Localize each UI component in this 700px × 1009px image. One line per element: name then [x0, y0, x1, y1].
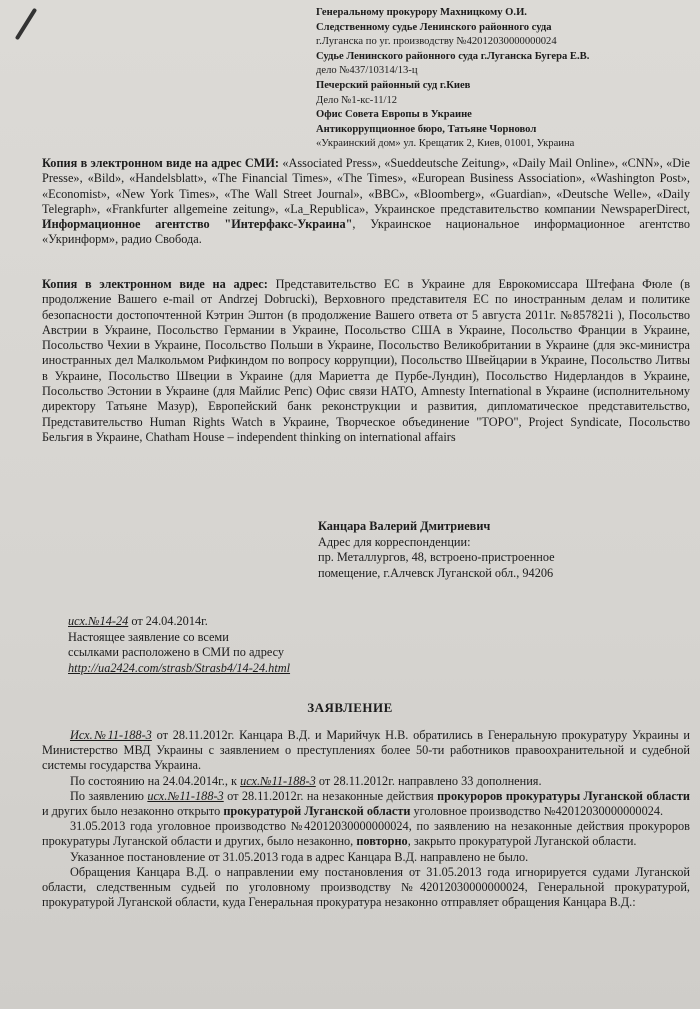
body-text: По заявлению [70, 788, 148, 803]
pen-mark [15, 8, 37, 41]
address-copy-label: Копия в электронном виде на адрес: [42, 277, 268, 291]
body-text: уголовное производство №42012030000000024. [410, 804, 664, 819]
sender-name: Канцара Валерий Дмитриевич [318, 519, 491, 533]
sender-block [318, 519, 690, 581]
outgoing-note: ссылками расположено в СМИ по адресу [68, 645, 285, 660]
addressee-line: Офис Совета Европы в Украине [316, 109, 472, 121]
outgoing-url-link[interactable]: http://ua2424.com/strasb/Strasb4/14-24.html [68, 660, 291, 675]
body-text: от 28.11.2012г. на незаконные действия [223, 788, 438, 803]
addressee-line: Антикоррупционное бюро, Татьяне Чорновол [316, 123, 537, 135]
outgoing-reference-block [68, 614, 468, 676]
addressee-line: «Украинский дом» ул. Крещатик 2, Киев, 01001, Украина [316, 138, 575, 150]
sender-address-line: помещение, г.Алчевск Луганской обл., 94206 [318, 565, 554, 580]
statement-body [42, 728, 690, 910]
address-copy-paragraph [42, 277, 690, 445]
address-copy-text: Представительство ЕС в Украине для Еврокомиссара Штефана Фюле (в продолжение Вашего e-mail от Andrzej Dobrucki), Верховного представителя ЕС по иностранным делам и политике безопасности достопочтенной Кэтрин Эштон (в продолжение Вашего ответа от 5 августа 2011г. №857821i ), Посольство Австрии в Украине, Посольство Германии в Украине, Посольство США в Украине, Посольство Франции в Украине, Посольство Чехии в Украине, Посольство Польши в Украине, Посольство Великобритании в Украине (для экс-министра иностранных дел Малкольмом Рифкиндом по вопросу коррупции), Посольство Швейцарии в Украине, Посольство Литвы в Украине, Посольство Швеции в Украине (для Мариетта де Пурбе-Лундин), Посольство Нидерландов в Украине, Посольство Эстонии в Украине (для Майлис Репс) Офис связи НАТО, Amnesty International в Украине (исполнительному директору Татьяне Мазур), Европейский банк реконструкции и развития, дипломатическое представительство, Представительство Human Rights Watch в Украине, Творческое объединение "ТОРО", Project Syndicate, Посольство Бельгия в Украине, Chatham House – independent thinking on international affairs [42, 277, 691, 444]
media-copy-tail: , Украинское национальное информационное агентство «Укринформ», радио Свобода. [42, 217, 690, 247]
body-paragraph: Указанное постановление от 31.05.2013 года в адрес Канцара В.Д. направлено не было. [70, 849, 529, 864]
addressee-line: Печерский районный суд г.Киев [316, 79, 471, 91]
media-copy-paragraph [42, 156, 690, 248]
outgoing-date: от 24.04.2014г. [128, 614, 208, 628]
body-paragraph [42, 774, 690, 789]
document-title: ЗАЯВЛЕНИЕ [307, 700, 393, 715]
body-paragraph: Обращения Канцара В.Д. о направлении ему постановления от 31.05.2013 года игнорируется судами Луганской области, следственным судьей по уголовному производству №42012030000000024, Генеральной прокуратурой, прокуратурой Луганской области, куда Генеральная прокуратура незаконно отправляет обращения Канцара В.Д.: [42, 864, 690, 910]
addressee-line: Следственному судье Ленинского районного суда [316, 21, 552, 33]
body-text: от 28.11.2012г. направлено 33 дополнения. [315, 773, 542, 788]
body-ref: Исх.№11-188-3 [70, 728, 152, 742]
sender-address-label: Адрес для корреспонденции: [318, 534, 471, 549]
media-copy-label: Копия в электронном виде на адрес СМИ: [42, 156, 280, 170]
addressee-line: дело №437/10314/13-ц [316, 65, 418, 77]
addressee-line: Дело №1-кс-11/12 [316, 94, 398, 106]
body-text: и других было незаконно открыто [42, 804, 224, 819]
addressee-line: Судье Ленинского районного суда г.Луганска Бугера Е.В. [316, 50, 590, 62]
addressee-line: г.Луганска по уг. производству №42012030000000024 [316, 36, 557, 48]
body-bold: прокуроров прокуратуры Луганской области [437, 788, 690, 803]
outgoing-ref: исх.№14-24 [68, 614, 129, 628]
sender-address-line: пр. Металлургов, 48, встроено-пристроенное [318, 550, 555, 565]
body-text: 31.05.2013 года уголовное производство №42012030000000024, по заявлению на незаконные действия прокуроров прокуратуры Луганской области и других, было незаконно, [42, 819, 690, 849]
outgoing-note: Настоящее заявление со всеми [68, 629, 229, 644]
body-ref: исх.№11-188-3 [240, 773, 316, 788]
body-paragraph [42, 819, 690, 849]
body-paragraph [42, 728, 690, 774]
body-text: от 28.11.2012г. Канцара В.Д. и Марийчук Н.В. обратились в Генеральную прокуратуру Украины и Министерство МВД Украины с заявлением о преступлениях более 50-ти работников правоохранительной и судебной системы государства Украина. [42, 728, 690, 773]
body-ref: исх.№11-188-3 [147, 788, 224, 803]
body-text: , закрыто прокуратурой Луганской области. [407, 834, 637, 849]
media-copy-bold: Информационное агентство "Интерфакс-Украина" [42, 217, 353, 232]
body-bold: повторно [356, 834, 408, 849]
addressee-line: Генеральному прокурору Махницкому О.И. [316, 7, 527, 18]
body-bold: прокуратурой Луганской области [223, 804, 411, 819]
body-text: По состоянию на 24.04.2014г., к [70, 773, 241, 788]
media-copy-text: «Associated Press», «Sueddeutsche Zeitung», «Daily Mail Online», «CNN», «Die Presse», «Bild», «Handelsblatt», «The Financial Times», «The Times», «European Business Association», «Washington Post», «Economist», «New York Times», «The Wall Street Journal», «BBC», «Bloomberg», «Guardian», «Deutsche Welle», «Daily Telegraph», «Frankfurter allgemeine zeitung», «La_Republica», Украинское представительство компании NewspaperDirect, [42, 156, 690, 216]
body-paragraph [42, 789, 690, 819]
addressee-block [316, 6, 696, 152]
